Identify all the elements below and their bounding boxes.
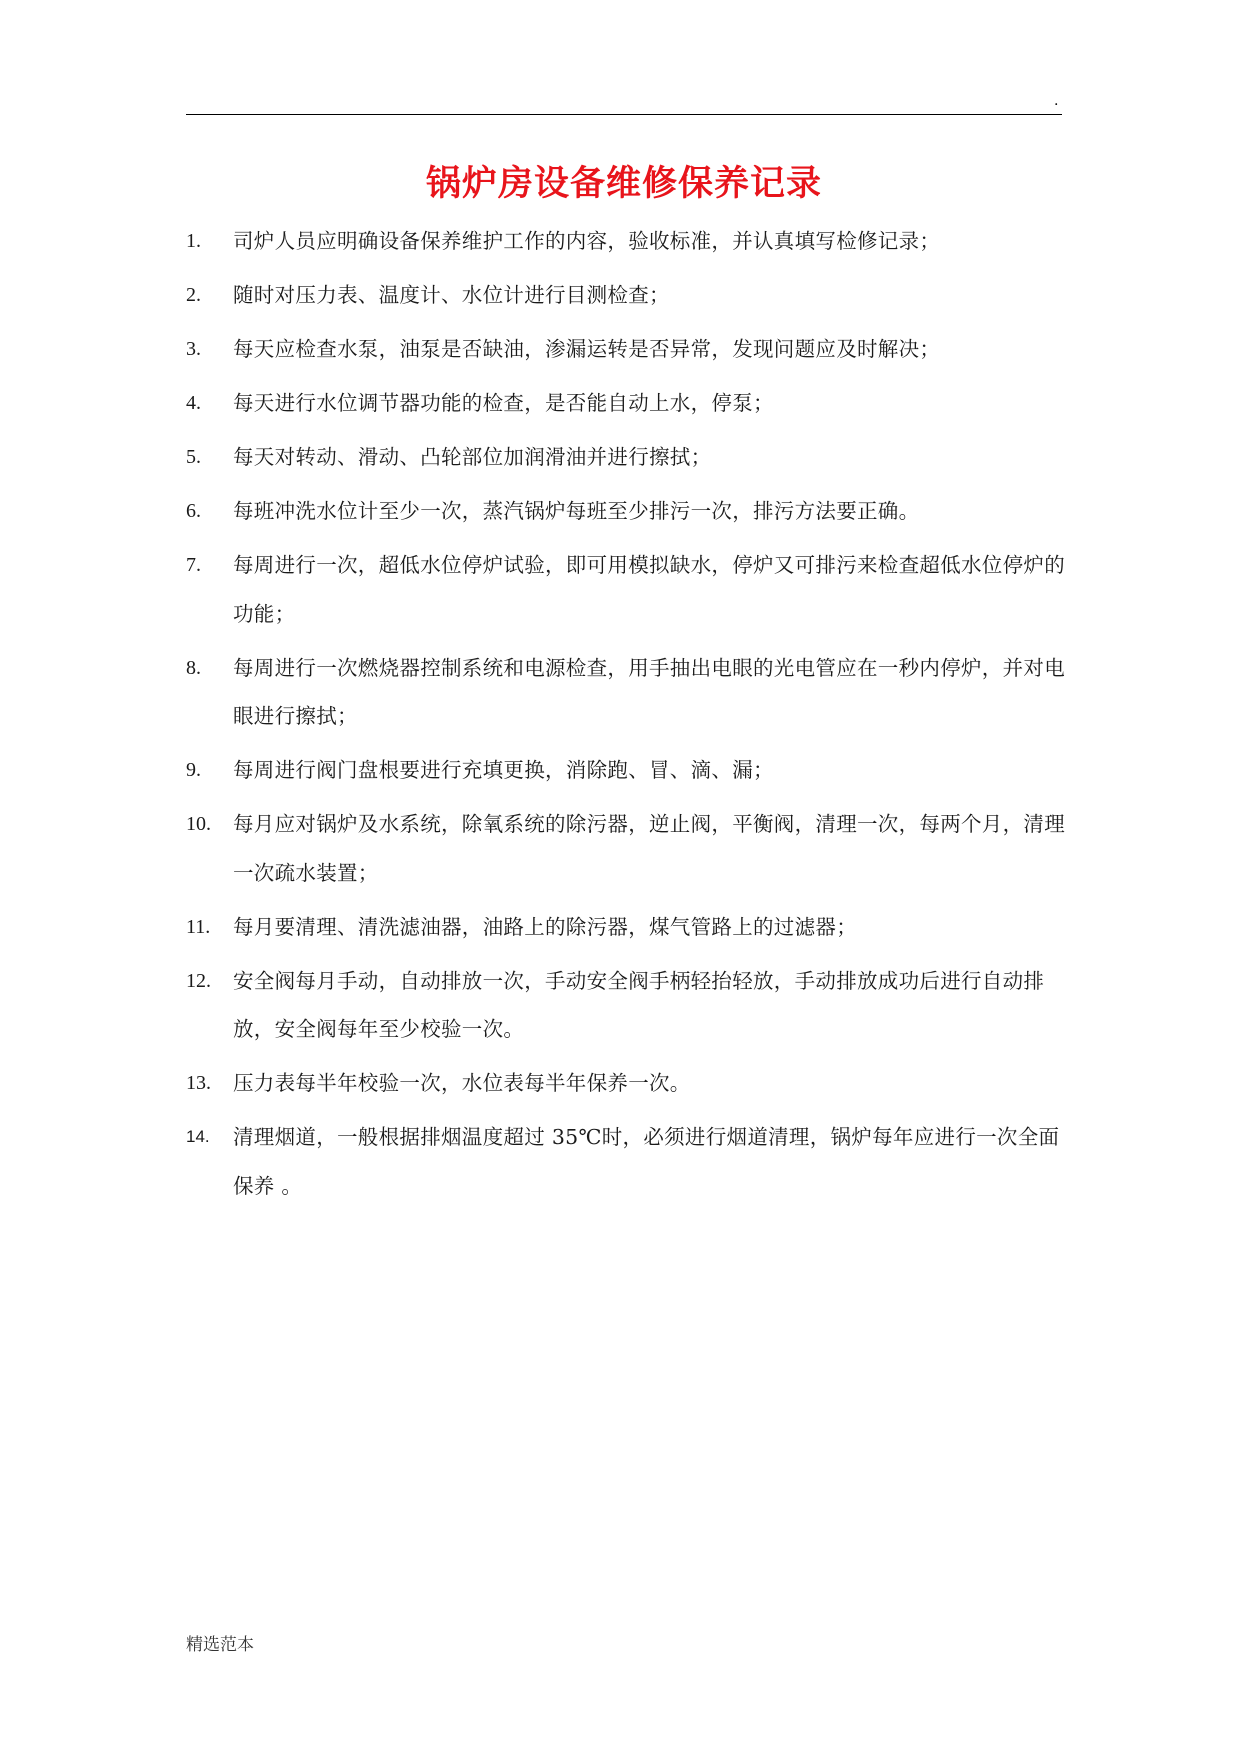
item-text: 每周进行一次，超低水位停炉试验，即可用模拟缺水，停炉又可排污来检查超低水位停炉的功能； bbox=[233, 553, 1065, 626]
list-item bbox=[186, 751, 1086, 795]
item-text: 每月要清理、清洗滤油器，油路上的除污器，煤气管路上的过滤器； bbox=[233, 914, 857, 939]
header-rule bbox=[186, 114, 1062, 115]
header-mark: . bbox=[1054, 93, 1059, 109]
list-item bbox=[186, 330, 1086, 374]
item-number: 6. bbox=[186, 500, 201, 522]
list-item bbox=[186, 546, 1086, 638]
list-item bbox=[186, 492, 1086, 536]
item-text: 每周进行一次燃烧器控制系统和电源检查，用手抽出电眼的光电管应在一秒内停炉，并对电眼进行擦拭； bbox=[233, 655, 1065, 728]
item-text: 每天进行水位调节器功能的检查，是否能自动上水，停泵； bbox=[233, 391, 774, 415]
item-number: 7. bbox=[186, 554, 201, 576]
item-number: 12. bbox=[186, 969, 211, 992]
list-item bbox=[186, 1064, 1086, 1108]
list-item bbox=[186, 384, 1086, 428]
list-item bbox=[186, 1118, 1086, 1210]
item-text: 司炉人员应明确设备保养维护工作的内容，验收标准，并认真填写检修记录； bbox=[233, 229, 941, 253]
item-number: 2. bbox=[186, 284, 201, 306]
maintenance-list bbox=[186, 222, 1086, 1221]
item-number: 14. bbox=[186, 1127, 210, 1146]
item-number: 8. bbox=[186, 656, 201, 679]
list-item bbox=[186, 276, 1086, 320]
list-item bbox=[186, 962, 1086, 1054]
item-text: 每班冲洗水位计至少一次，蒸汽锅炉每班至少排污一次，排污方法要正确。 bbox=[233, 499, 920, 523]
item-text: 清理烟道，一般根据排烟温度超过 35℃时，必须进行烟道清理，锅炉每年应进行一次全面保养 。 bbox=[233, 1125, 1060, 1198]
item-number: 1. bbox=[186, 230, 201, 252]
list-item bbox=[186, 805, 1086, 897]
item-number: 3. bbox=[186, 338, 201, 360]
list-item bbox=[186, 222, 1086, 266]
item-text: 每天应检查水泵，油泵是否缺油，渗漏运转是否异常，发现问题应及时解决； bbox=[233, 337, 941, 361]
item-text: 压力表每半年校验一次，水位表每半年保养一次。 bbox=[233, 1071, 691, 1095]
item-text: 每周进行阀门盘根要进行充填更换，消除跑、冒、滴、漏； bbox=[233, 758, 774, 782]
item-number: 10. bbox=[186, 813, 211, 835]
document-title: 锅炉房设备维修保养记录 bbox=[425, 164, 822, 204]
item-text: 每月应对锅炉及水系统，除氧系统的除污器，逆止阀，平衡阀，清理一次，每两个月，清理一次疏水装置； bbox=[233, 812, 1065, 885]
item-number: 9. bbox=[186, 759, 201, 781]
item-number: 5. bbox=[186, 446, 201, 468]
list-item bbox=[186, 908, 1086, 952]
item-text: 随时对压力表、温度计、水位计进行目测检查； bbox=[233, 283, 670, 307]
item-text: 每天对转动、滑动、凸轮部位加润滑油并进行擦拭； bbox=[233, 445, 712, 469]
list-item bbox=[186, 438, 1086, 482]
item-number: 11. bbox=[186, 915, 211, 938]
item-number: 13. bbox=[186, 1072, 211, 1094]
item-number: 4. bbox=[186, 392, 201, 414]
list-item bbox=[186, 649, 1086, 741]
footer-label: 精选范本 bbox=[186, 1635, 254, 1655]
item-text: 安全阀每月手动，自动排放一次，手动安全阀手柄轻抬轻放，手动排放成功后进行自动排放，安全阀每年至少校验一次。 bbox=[233, 968, 1045, 1041]
